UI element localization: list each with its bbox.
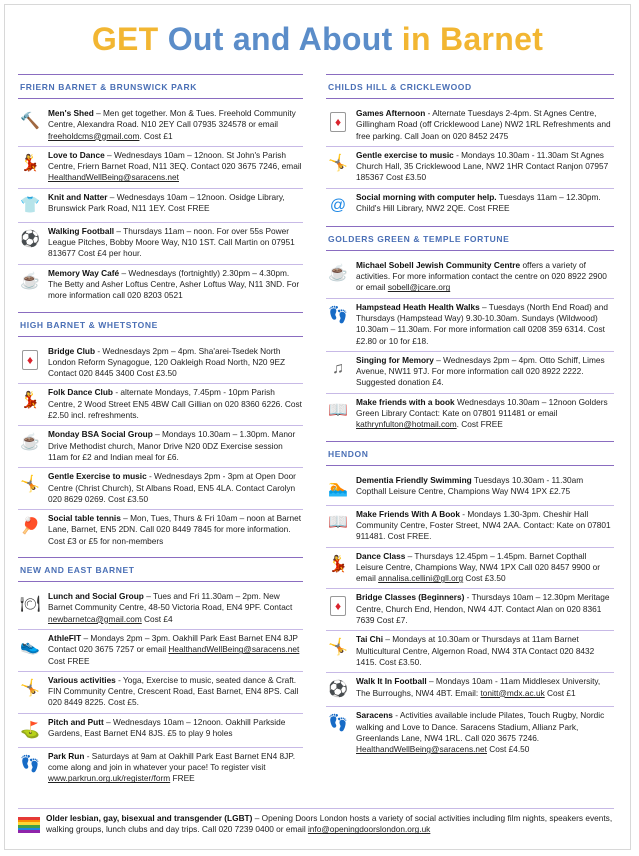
activity-entry <box>18 748 303 789</box>
activity-entry <box>326 352 614 394</box>
golf-icon: ⛳ <box>20 721 40 739</box>
activity-details: – Tuesdays (North End Road) and Thursdays (Hampstead Way) 9.30-10.30am. Sundays (Wildwood) 10.30am – 11.30am. For more information call 0208 359 6314. Cost £2.80 or 10 for £18. <box>356 301 608 346</box>
activity-text <box>48 387 303 421</box>
activity-entry <box>18 468 303 510</box>
activity-name: Monday BSA Social Group <box>48 429 153 440</box>
activity-text <box>48 346 303 380</box>
activity-text <box>356 108 614 142</box>
activity-text <box>356 355 614 389</box>
footer-email-link[interactable]: info@openingdoorslondon.org.uk <box>307 824 431 835</box>
activity-details-end: Cost £1 <box>544 687 576 698</box>
activity-link[interactable]: newbarnetca@gmail.com <box>48 613 142 624</box>
footer-title: Older lesbian, gay, bisexual and transgender (LGBT) <box>46 813 253 823</box>
activity-name: Gentle Exercise to music <box>48 471 147 482</box>
shirt-icon: 👕 <box>20 196 40 214</box>
activity-link[interactable]: tonitt@mdx.ac.uk <box>480 687 545 698</box>
activity-text <box>48 513 303 547</box>
activity-text <box>356 592 614 626</box>
activity-details: – Wednesdays 10am – 12noon. St John's Parish Centre, Friern Barnet Road, N11 3EQ. Contact 020 3675 7246, email <box>48 149 302 172</box>
activity-details-end: Cost £3.50 <box>463 573 506 584</box>
activity-details: – Thursdays 11am – noon. For over 55s Power League Pitches, Bobby Moore Way, N10 1ST. Call Martin on 07951 813677 Cost £4 per hour. <box>48 225 295 259</box>
activity-link[interactable]: kathrynfulton@hotmail.com <box>356 419 457 430</box>
title-get: GET <box>91 21 159 57</box>
activity-details: - Yoga, Exercise to music, seated dance & Craft. FIN Community Centre, Crescent Road, East Barnet, EN4 8PS. Call 020 8449 8225. Cost £5. <box>48 674 299 708</box>
activity-details-end: . Cost FREE <box>456 419 503 430</box>
activity-name: Knit and Natter <box>48 191 108 202</box>
activity-text <box>48 192 303 215</box>
activity-details: – Wednesdays (fortnightly) 2.30pm – 4.30pm. The Betty and Asher Loftus Centre, Asher Loftus Way, N11 3ND. For more information call 020 8203 0521 <box>48 267 300 301</box>
dancer-icon: 💃 <box>20 392 40 410</box>
activity-link[interactable]: freeholdcms@gmail.com <box>48 130 140 141</box>
activity-text <box>48 108 303 142</box>
activity-entry <box>18 223 303 265</box>
activity-entry <box>326 189 614 222</box>
activity-text <box>356 260 614 294</box>
football-icon: ⚽ <box>328 681 348 699</box>
activity-name: Saracens <box>356 710 393 721</box>
right-column <box>326 74 614 759</box>
activity-name: Various activities <box>48 674 116 685</box>
activity-entry <box>326 472 614 506</box>
activity-name: Folk Dance Club <box>48 387 114 398</box>
swimmer-icon: 🏊 <box>328 479 348 497</box>
activity-entry <box>326 257 614 299</box>
activity-entry <box>326 394 614 435</box>
activity-entry <box>18 426 303 468</box>
activity-name: Social morning with computer help. <box>356 191 497 202</box>
activity-entry <box>18 189 303 223</box>
activity-details: Wednesdays 10.30am – 12noon Golders Green Library Contact: Kate on 07801 911481 or email <box>356 396 608 419</box>
activity-name: Hampstead Heath Health Walks <box>356 301 480 312</box>
activity-details: Tuesdays 11am – 12.30pm. Child's Hill Library, NW2 2QE. Cost FREE <box>356 191 601 214</box>
activity-name: Social table tennis <box>48 513 121 524</box>
activity-entry <box>18 672 303 714</box>
activity-name: Park Run <box>48 750 85 761</box>
footprints-icon: 👣 <box>328 715 348 733</box>
title-out-and-about: Out and About <box>167 21 393 57</box>
activity-entry <box>326 548 614 590</box>
activity-name: Love to Dance <box>48 149 105 160</box>
activity-details: – Men get together. Mon & Tues. Freehold Community Centre, Alexandra Road. N10 2EY Call 07935 324578 or email <box>48 108 296 130</box>
activity-text <box>356 551 614 585</box>
activity-details: – Mondays at 10.30am or Thursdays at 11am Barnet Multicultural Centre, Algernon Road, NW4 3TA Contact 020 8432 1415. Cost £3.50. <box>356 634 595 667</box>
section-new-east-barnet <box>18 557 303 789</box>
activity-text <box>48 268 303 302</box>
activity-details: – Thursdays 12.45pm – 1.45pm. Barnet Copthall Leisure Centre, Champions Way, NW4 1PX Call 020 8457 9900 or email <box>356 550 600 584</box>
activity-name: Men's Shed <box>48 108 94 118</box>
exercise-figure-icon: 🤸 <box>328 639 348 657</box>
table-tennis-icon: 🏓 <box>20 518 40 536</box>
activity-name: AthleFIT <box>48 632 82 643</box>
activity-link[interactable]: annalisa.cellini@gll.org <box>378 573 464 584</box>
activity-entry <box>18 630 303 672</box>
activity-entry <box>326 299 614 352</box>
activity-name: Walk It In Football <box>356 676 427 687</box>
footer-text <box>46 813 614 836</box>
email-icon: @ <box>329 196 347 214</box>
activity-name: Singing for Memory <box>356 354 434 365</box>
activity-text <box>48 717 303 740</box>
activity-details-end: Cost £4.50 <box>486 744 530 755</box>
activity-link[interactable]: HealthandWellBeing@saracens.net <box>356 744 487 755</box>
activity-text <box>48 150 303 184</box>
exercise-figure-icon: 🤸 <box>20 679 40 697</box>
activity-entry <box>18 510 303 551</box>
exercise-figure-icon: 🤸 <box>20 476 40 494</box>
section-heading: HENDON <box>326 441 614 466</box>
activity-text <box>356 150 614 184</box>
section-hendon <box>326 441 614 760</box>
plate-cutlery-icon: 🍽 <box>19 596 41 614</box>
lgbt-footer <box>18 808 614 836</box>
activity-name: Games Afternoon <box>356 108 426 118</box>
activity-details: - Wednesdays 2pm - 3pm at Open Door Centre (Christ Church), St Albans Road, EN5 4LA. Contact Carolyn 020 8629 0269. Cost £3.50 <box>48 471 296 504</box>
coffee-cup-icon: ☕ <box>20 272 40 290</box>
section-heading: CHILDS HILL & CRICKLEWOOD <box>326 74 614 99</box>
section-high-barnet <box>18 312 303 551</box>
activity-name: Gentle exercise to music <box>356 149 454 160</box>
activity-text <box>48 226 303 260</box>
footprints-icon: 👣 <box>328 306 348 324</box>
activity-name: Dementia Friendly Swimming <box>356 474 472 485</box>
activity-entry <box>326 105 614 147</box>
activity-details: – Mon, Tues, Thurs & Fri 10am – noon at Barnet Lane, Barnet, EN5 2DN. Call 020 8449 7845 for more information. Cost £3 or £5 for non-members <box>48 513 302 546</box>
activity-text <box>356 192 614 215</box>
playing-card-icon: ♦ <box>18 348 42 372</box>
activity-details: - Mondays 10.30am - 11.30am St Agnes Church Hall, 35 Cricklewood Lane, NW2 1HR Contact Ranjon 07957 185367 Cost £3.50 <box>356 149 609 183</box>
activity-entry <box>326 589 614 631</box>
activity-entry <box>18 384 303 426</box>
open-book-icon: 📖 <box>328 401 348 419</box>
activity-details: - Activities available include Pilates, Touch Rugby, Nordic walking and Love to Dance. Saracens Stadium, Allianz Park, Greenlands Lane, NW4 1RL. Call 020 3675 7246. <box>356 710 605 743</box>
activity-entry <box>18 343 303 385</box>
activity-entry <box>18 714 303 748</box>
section-heading: GOLDERS GREEN & TEMPLE FORTUNE <box>326 226 614 251</box>
activity-name: Memory Way Café <box>48 267 120 278</box>
activity-details: – Mondays 10am - 11am Middlesex University, The Burroughs, NW4 4BT. Email: <box>356 676 601 698</box>
activity-name: Make Friends With A Book <box>356 508 460 519</box>
activity-name: Lunch and Social Group <box>48 591 144 602</box>
activity-entry <box>326 506 614 548</box>
playing-card-icon: ♦ <box>326 110 350 134</box>
activity-text <box>48 675 303 709</box>
activity-details-end: Cost £4 <box>141 613 173 624</box>
activity-details: - Saturdays at 9am at Oakhill Park East Barnet EN4 8JP. come along and join in whatever your pace! To register visit <box>48 750 296 772</box>
activity-details: – Mondays 2pm – 3pm. Oakhill Park East Barnet EN4 8JP Contact 020 3675 7257 or email <box>48 632 298 655</box>
trainer-shoe-icon: 👟 <box>20 637 40 655</box>
hammer-icon: 🔨 <box>20 113 40 130</box>
activity-details-end: FREE <box>170 773 195 784</box>
teacup-icon: ☕ <box>20 434 40 452</box>
activity-name: Make friends with a book <box>356 396 455 407</box>
activity-details: - alternate Mondays, 7.45pm - 10pm Parish Centre, 2 Wood Street EN5 4BW Call Gillian on 020 8360 6226. Cost £2.50 incl. refreshments. <box>48 387 302 421</box>
activity-details: – Wednesdays 10am – 12noon. Oakhill Parkside Gardens, East Barnet EN4 8JS. £5 to play 9 holes <box>48 716 286 738</box>
section-heading: HIGH BARNET & WHETSTONE <box>18 312 303 337</box>
open-book-icon: 📖 <box>328 513 348 531</box>
activity-name: Tai Chi <box>356 634 384 645</box>
section-childs-hill <box>326 74 614 222</box>
activity-details: – Wednesdays 2pm – 4pm. Otto Schiff, Limes Avenue, NW11 9TJ. For more information call 020 8922 2222. Suggested donation £4. <box>356 354 605 388</box>
activity-name: Bridge Club <box>48 345 96 356</box>
activity-name: Pitch and Putt <box>48 716 104 727</box>
page-title <box>5 19 630 59</box>
footer-body: – Opening Doors London hosts a variety of social activities including film nights, speakers events, walking groups, lunch clubs and day trips. Call 020 7239 0400 or email <box>46 813 613 835</box>
activity-text <box>48 633 303 667</box>
activity-details: Tuesdays 10.30am - 11.30am Copthall Leisure Centre, Champions Way NW4 1PX £2.75 <box>356 474 584 496</box>
activity-text <box>356 509 614 543</box>
teacup-icon: ☕ <box>328 264 348 282</box>
football-icon: ⚽ <box>20 230 40 248</box>
activity-details: - Thursdays 10am – 12.30pm Meritage Centre, Church End, Hendon, NW4 4JT. Contact Alan on 020 8361 7639 Cost £7. <box>356 592 610 626</box>
activity-entry <box>18 147 303 189</box>
activity-entry <box>18 265 303 306</box>
activity-text <box>356 634 614 668</box>
activity-details: - Wednesdays 2pm – 4pm. Sha'arei-Tsedek North London Reform Synagogue, 120 Oakleigh Road North, N20 9EZ Contact 020 8445 3400 Cost £3.50 <box>48 345 286 379</box>
activity-text <box>356 676 614 699</box>
activity-link[interactable]: www.parkrun.org.uk/register/form <box>48 773 171 784</box>
activity-name: Dance Class <box>356 550 406 561</box>
section-golders-green <box>326 226 614 435</box>
activity-text <box>356 302 614 347</box>
activity-text <box>48 471 303 505</box>
activity-entry <box>326 707 614 759</box>
activity-name: Walking Football <box>48 225 115 236</box>
activity-name: Michael Sobell Jewish Community Centre <box>356 259 521 270</box>
activity-details: - Mondays 1.30-3pm. Cheshir Hall Community Centre, Foster Street, NW4 2AA. Contact: Kate on 07801 911481. Cost FREE. <box>356 508 611 542</box>
activity-text <box>356 475 614 498</box>
activity-details-end: Cost FREE <box>48 655 90 666</box>
left-column <box>18 74 303 789</box>
title-in-barnet: in Barnet <box>401 21 544 57</box>
activity-text <box>356 710 614 755</box>
section-friern-barnet <box>18 74 303 306</box>
footprints-icon: 👣 <box>20 755 40 773</box>
playing-card-icon: ♦ <box>326 594 350 618</box>
activity-entry <box>326 147 614 189</box>
activity-details: – Mondays 10.30am – 1.30pm. Manor Drive Methodist church, Manor Drive N20 0DZ Exercise session 11am for £2 and Indian meal for £6. <box>48 429 296 462</box>
activity-details-end: . Cost £1 <box>139 130 173 141</box>
activity-entry <box>326 631 614 673</box>
activity-name: Bridge Classes (Beginners) <box>356 592 465 603</box>
dancer-icon: 💃 <box>20 154 40 172</box>
activity-entry <box>18 105 303 147</box>
activity-link[interactable]: HealthandWellBeing@saracens.net <box>48 172 179 183</box>
activity-text <box>48 751 303 785</box>
activity-entry <box>326 673 614 707</box>
activity-details: – Tues and Fri 11.30am – 2pm. New Barnet Community Centre, 48-50 Victoria Road, EN4 9PF. Contact <box>48 591 293 613</box>
activity-text <box>356 397 614 431</box>
exercise-figure-icon: 🤸 <box>328 154 348 172</box>
section-heading: NEW AND EAST BARNET <box>18 557 303 582</box>
activity-link[interactable]: HealthandWellBeing@saracens.net <box>168 644 300 655</box>
dancer-icon: 💃 <box>328 555 348 573</box>
activity-text <box>48 591 303 625</box>
activity-details: - Alternate Tuesdays 2-4pm. St Agnes Centre, Gillingham Road (off Cricklewood Lane) NW2 1RL Refreshments and free parking. Call Joan on 020 8452 2475 <box>356 108 611 141</box>
activity-details: offers a variety of activities. For more information contact the centre on 020 8922 2900 or email <box>356 259 607 293</box>
activity-text <box>48 429 303 463</box>
activity-link[interactable]: sobell@jcare.org <box>387 282 451 293</box>
activity-details: – Wednesdays 10am – 12noon. Osidge Library, Brunswick Park Road, N11 1EY. Cost FREE <box>48 191 285 214</box>
activity-entry <box>18 588 303 630</box>
section-heading: FRIERN BARNET & BRUNSWICK PARK <box>18 74 303 99</box>
music-note-icon: ♫ <box>332 359 344 377</box>
rainbow-flag-icon <box>18 817 40 833</box>
